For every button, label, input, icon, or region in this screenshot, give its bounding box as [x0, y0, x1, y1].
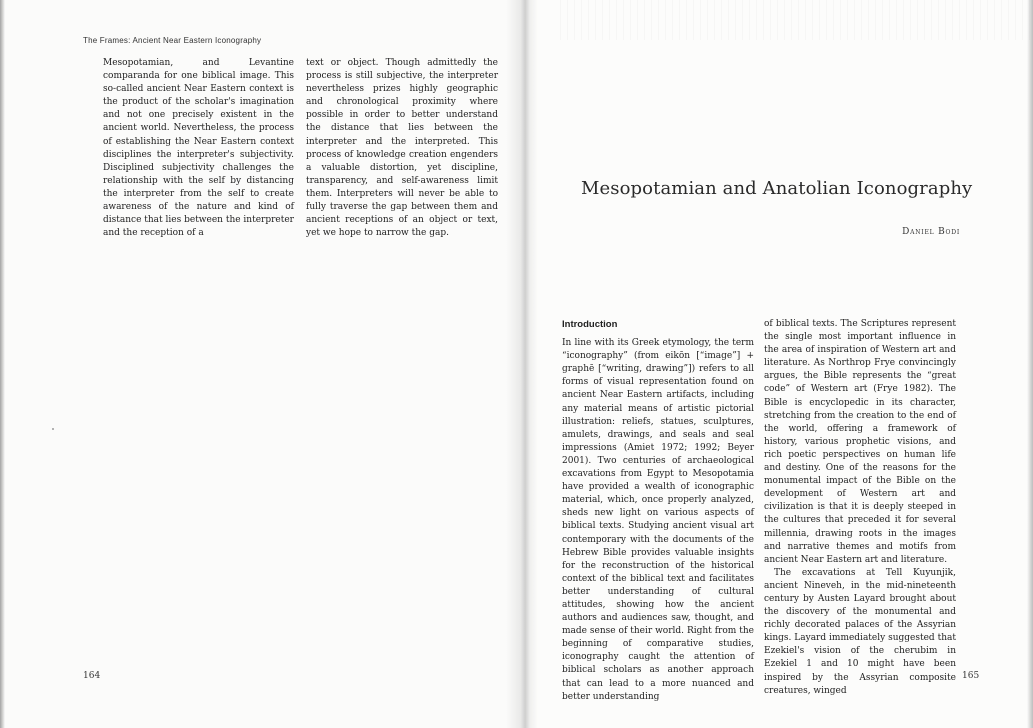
right-column-2: [764, 318, 956, 698]
section-heading: Introduction: [562, 319, 618, 330]
chapter-author: Daniel Bodi: [902, 227, 960, 237]
paragraph: text or object. Though admittedly the process is still subjective, the interpreter nevertheless prizes highly geographic and chronological proximity where possible in order to better understand the distance that lies between the interpreter and the interpreted. This process of knowledge creation engenders a valuable distortion, yet discipline, transparency, and self-awareness limit them. Interpreters will never be able to fully traverse the gap between them and ancient receptions of an object or text, yet we hope to narrow the gap.: [306, 58, 498, 239]
chapter-title: Mesopotamian and Anatolian Iconography: [581, 178, 973, 199]
page-number-left: 164: [83, 671, 101, 681]
page-edge-shadow: [0, 0, 5, 728]
left-column-1: [103, 57, 294, 240]
page-edge-shadow: [1027, 0, 1033, 728]
paragraph: In line with its Greek etymology, the term “iconography” (from eikōn [“image”] + graphē [“writing, drawing”]) refers to all forms of visual representation found on ancient Near Eastern artifacts, including any material means of artistic pictorial illustration: reliefs, statues, sculptures, amulets, drawings, and seals and seal impressions (Amiet 1972; 1992; Beyer 2001). Two centuries of archaeological excavations from Egypt to Mesopotamia have provided a wealth of iconographic material, which, once properly analyzed, sheds new light on various aspects of biblical texts. Studying ancient visual art contemporary with the documents of the Hebrew Bible provides valuable insights for the reconstruction of the historical context of the biblical text and facilitates better understanding of cultural attitudes, showing how the ancient authors and audiences saw, thought, and made sense of their world. Right from the beginning of comparative studies, iconography caught the attention of biblical scholars as another approach that can lead to a more nuanced and better understanding: [562, 338, 754, 702]
scan-speck: [52, 428, 54, 430]
running-head: The Frames: Ancient Near Eastern Iconography: [83, 36, 262, 45]
scan-noise: [560, 0, 1030, 40]
left-column-2: [306, 57, 498, 240]
book-gutter: [506, 0, 538, 728]
paragraph: The excavations at Tell Kuyunjik, ancient Nineveh, in the mid-nineteenth century by Austen Layard brought about the discovery of the monumental and richly decorated palaces of the Assyrian kings. Layard immediately suggested that Ezekiel's vision of the cherubim in Ezekiel 1 and 10 might have been inspired by the Assyrian composite creatures, winged: [764, 567, 956, 696]
page-number-right: 165: [962, 671, 980, 681]
right-column-1: [562, 318, 754, 704]
paragraph: Mesopotamian, and Levantine comparanda for one biblical image. This so-called ancient Near Eastern context is the product of the scholar's imagination and not one precisely existent in the ancient world. Nevertheless, the process of establishing the Near Eastern context disciplines the interpreter's subjectivity. Disciplined subjectivity challenges the relationship with the self by distancing the interpreter from the self to create awareness of the nature and kind of distance that lies between the interpreter and the reception of a: [103, 58, 294, 239]
paragraph: of biblical texts. The Scriptures represent the single most important influence in the area of inspiration of Western art and literature. As Northrop Frye convincingly argues, the Bible represents the “great code” of Western art (Frye 1982). The Bible is encyclopedic in its character, stretching from the creation to the end of the world, offering a framework of history, various prophetic visions, and rich poetic perspectives on human life and destiny. One of the reasons for the monumental impact of the Bible on the development of Western art and civilization is that it is deeply steeped in the cultures that preceded it for several millennia, drawing roots in the images and narrative themes and motifs from ancient Near Eastern art and literature.: [764, 319, 956, 565]
